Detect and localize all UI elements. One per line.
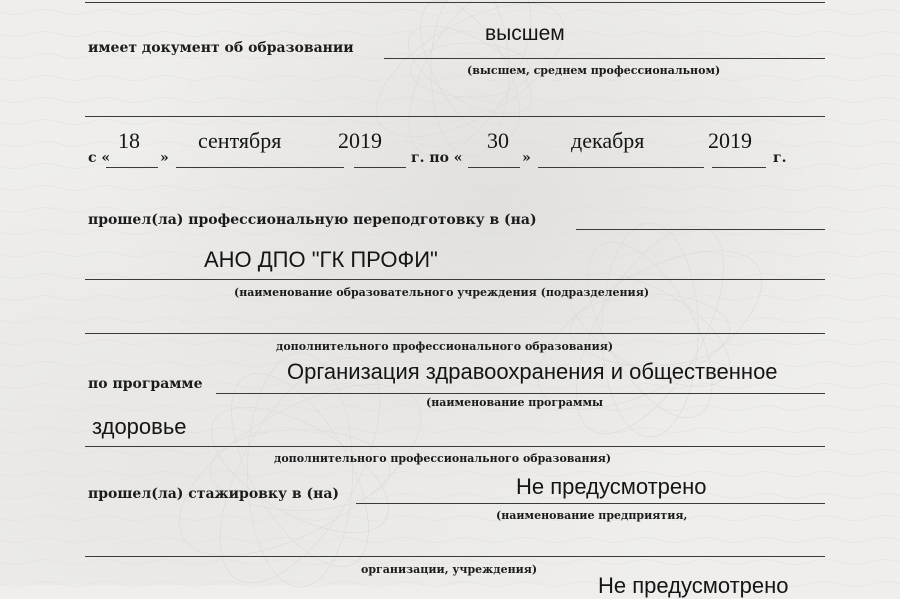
top-underline (85, 2, 825, 3)
program-value-line-1: Организация здравоохранения и общественное (287, 359, 778, 384)
to-year-underline (712, 167, 766, 168)
period-to-day-close: » (522, 150, 531, 166)
from-day-value: 18 (118, 128, 140, 153)
from-year-value: 2019 (338, 128, 382, 153)
education-value: высшем (485, 22, 565, 45)
retraining-caption-1: (наименование образовательного учреждения (подразделения) (234, 286, 650, 299)
period-year-suffix-2: г. (773, 150, 787, 166)
to-day-value: 30 (487, 128, 509, 153)
retraining-second-underline (85, 279, 825, 280)
retraining-caption-2: дополнительного профессионального образования) (276, 340, 614, 353)
to-month-underline (538, 167, 704, 168)
to-year-value: 2019 (708, 128, 752, 153)
program-label: по программе (88, 376, 203, 392)
internship-second-underline (85, 556, 825, 557)
program-second-underline (85, 446, 825, 447)
internship-label: прошел(ла) стажировку в (на) (88, 486, 340, 502)
education-underline (384, 58, 825, 59)
from-day-underline (106, 167, 158, 168)
period-from-prefix: с « (88, 150, 111, 166)
program-caption-2: дополнительного профессионального образования) (274, 452, 612, 465)
retraining-label: прошел(ла) профессиональную переподготовку в (на) (88, 212, 537, 228)
from-year-underline (354, 167, 406, 168)
internship-value-bottom: Не предусмотрено (598, 573, 789, 598)
program-caption-1: (наименование программы (426, 396, 604, 409)
from-month-underline (176, 167, 344, 168)
period-year-suffix-1: г. по « (411, 150, 463, 166)
internship-value: Не предусмотрено (516, 474, 707, 499)
retraining-third-underline (85, 333, 825, 334)
internship-caption-1: (наименование предприятия, (496, 509, 688, 522)
program-value-line-2: здоровье (92, 414, 187, 439)
education-second-underline (85, 116, 825, 117)
education-label: имеет документ об образовании (88, 40, 354, 56)
program-underline (216, 393, 825, 394)
internship-underline (356, 503, 825, 504)
period-from-day-close: » (160, 150, 169, 166)
to-month-value: декабря (571, 128, 645, 153)
to-day-underline (468, 167, 520, 168)
internship-caption-2: организации, учреждения) (361, 563, 538, 576)
retraining-underline (576, 229, 825, 230)
education-caption: (высшем, среднем профессиональном) (467, 64, 721, 77)
from-month-value: сентября (198, 128, 282, 153)
retraining-value: АНО ДПО "ГК ПРОФИ" (204, 247, 438, 272)
